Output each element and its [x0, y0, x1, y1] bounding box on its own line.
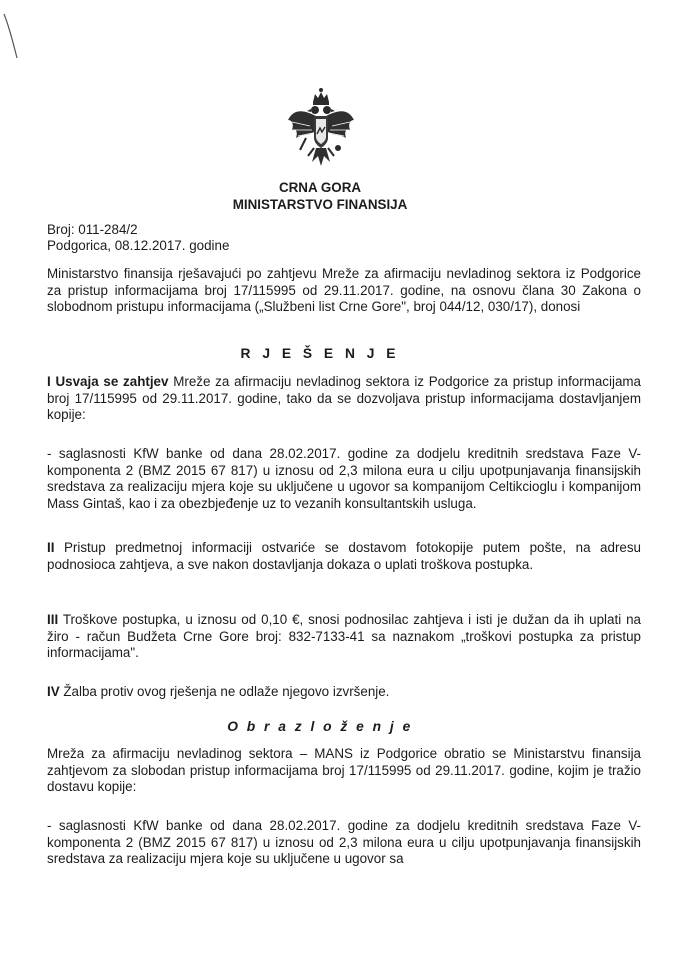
item-iv-paragraph	[47, 684, 641, 701]
item-iii-label: III	[47, 612, 59, 627]
item-ii-label: II	[47, 540, 55, 555]
item-ii-paragraph	[47, 540, 641, 573]
item-iii-text: Troškove postupka, u iznosu od 0,10 €, snosi podnosilac zahtjeva i isti je dužan da ih uplati na žiro - račun Budžeta Crne Gore broj: 832-7133-41 sa naznakom „troškovi postupka za pristup informacijama".	[47, 612, 641, 661]
country-heading: CRNA GORA	[278, 180, 362, 195]
item-i-paragraph	[47, 374, 641, 424]
place-and-date: Podgorica, 08.12.2017. godine	[47, 238, 230, 253]
ministry-heading: MINISTARSTVO FINANSIJA	[232, 197, 408, 212]
reasoning-paragraph-1: Mreža za afirmaciju nevladinog sektora – MANS iz Podgorice obratio se Ministarstvu finansija zahtjevom za slobodan pristup informacijama broj 17/115995 od 29.11.2017. godine, kojim je tražio dostavu kopije:	[47, 746, 641, 795]
intro-paragraph: Ministarstvo finansija rješavajući po zahtjevu Mreže za afirmaciju nevladinog sektora iz Podgorice za pristup informacijama broj 17/115995 od 29.11.2017. godine, na osnovu člana 30 Zakona o slobodnom pristupu informacijama („Službeni list Crne Gore", broj 044/12, 030/17), donosi	[47, 266, 641, 315]
reasoning-paragraph-2: - saglasnosti KfW banke od dana 28.02.2017. godine za dodjelu kreditnih sredstava Faze V-komponenta 2 (BMZ 2015 67 817) u iznosu od 2,3 milona eura u cilju upotpunjavanja finansijskih sredstava za realizaciju mjera koje su uključene u ugovor sa	[47, 818, 641, 867]
pen-stroke-mark	[0, 0, 30, 70]
document-number: Broj: 011-284/2	[47, 222, 138, 237]
item-i-label: I Usvaja se zahtjev	[47, 374, 169, 389]
item-i-text: Mreže za afirmaciju nevladinog sektora iz Podgorice za pristup informacijama broj 17/115995 od 29.11.2017. godine, tako da se dozvoljava pristup informacijama dostavljanjem kopije:	[47, 374, 641, 423]
item-ii-text: Pristup predmetnoj informaciji ostvariće se dostavom fotokopije putem pošte, na adresu podnosioca zahtjeva, a sve nakon dostavljanja dokaza o uplati troškova postupka.	[47, 540, 641, 572]
reasoning-title: O b r a z l o ž e n j e	[227, 719, 413, 734]
decision-title: R J E Š E N J E	[240, 346, 400, 361]
item-iv-label: IV	[47, 684, 60, 699]
item-i-bullet: - saglasnosti KfW banke od dana 28.02.2017. godine za dodjelu kreditnih sredstava Faze V-komponenta 2 (BMZ 2015 67 817) u iznosu od 2,3 milona eura u cilju upotpunjavanja finansijskih sredstava za realizaciju mjera koje su uključene u ugovor sa kompanijom Celtikcioglu i kompanijom Mass Gintaš, kao i za obezbjeđenje uz to vezanih konsultantskih usluga.	[47, 446, 641, 511]
item-iv-text: Žalba protiv ovog rješenja ne odlaže njegovo izvršenje.	[59, 684, 390, 699]
coat-of-arms-icon	[286, 86, 356, 174]
item-iii-paragraph	[47, 612, 641, 662]
